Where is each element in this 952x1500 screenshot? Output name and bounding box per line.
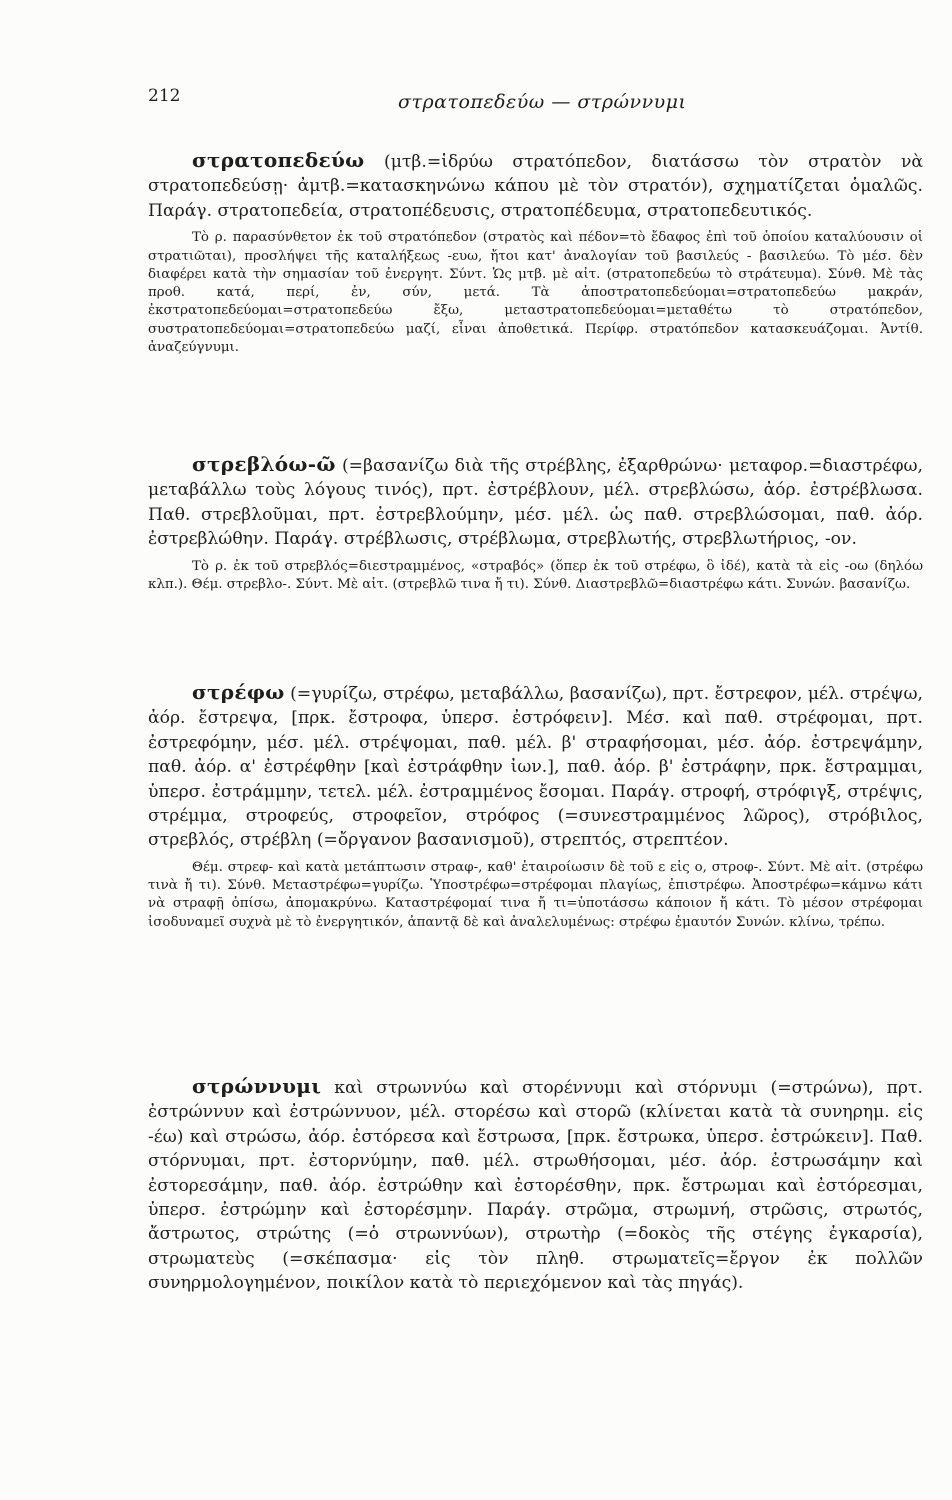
entry-body: (μτβ.=ἱδρύω στρατόπεδον, διατάσσω τὸν στρατὸν νὰ στρατοπεδεύσῃ· ἀμτβ.=κατασκηνώνω κάπου μὲ τὸν στρατόν), σχηματίζεται ὁμαλῶς. Παράγ. στρατοπεδεία, στρατοπέδευσις, στρατοπέδευμα, στρατοπεδευτικός. — [148, 152, 923, 221]
entry-main — [148, 680, 923, 853]
entry-main — [148, 452, 923, 552]
entry-stratopedeuo — [148, 148, 923, 357]
headword: στρέφω — [192, 680, 285, 704]
entry-strebloo — [148, 452, 923, 594]
entry-body: (=γυρίζω, στρέφω, μεταβάλλω, βασανίζω), πρτ. ἔστρεφον, μέλ. στρέψω, ἀόρ. ἔστρεψα, [πρκ. ἔστροφα, ὑπερσ. ἐστρόφειν]. Μέσ. καὶ παθ. στρέφομαι, πρτ. ἐστρεφόμην, μέσ. μέλ. στρέψομαι, παθ. μέλ. β' στραφήσομαι, μέσ. ἀόρ. ἐστρεψάμην, παθ. ἀόρ. α' ἐστρέφθην [καὶ ἐστράφθην ἰων.], παθ. ἀόρ. β' ἐστράφην, πρκ. ἔστραμμαι, ὑπερσ. ἐστράμμην, τετελ. μέλ. ἐστραμμένος ἔσομαι. Παράγ. στροφή, στρόφιγξ, στρέψις, στρέμμα, στροφεύς, στροφεῖον, στρόφος (=συνεστραμμένος λῶρος), στρόβιλος, στρεβλός, στρέβλη (=ὄργανον βασανισμοῦ), στρεπτός, στρεπτέον. — [148, 684, 923, 851]
entry-note: Τὸ ρ. παρασύνθετον ἐκ τοῦ στρατόπεδον (στρατὸς καὶ πέδον=τὸ ἔδαφος ἐπὶ τοῦ ὁποίου καταλύουσιν οἱ στρατιῶται), προσλήψει τῆς καταλήξεως -ευω, ἤτοι κατ' ἀναλογίαν τοῦ βασιλεύς - βασιλεύω. Τὸ μέσ. δὲν διαφέρει κατὰ τὴν σημασίαν τοῦ ἐνεργητ. Σύντ. Ὡς μτβ. μὲ αἰτ. (στρατοπεδεύω τὸ στράτευμα). Σύνθ. Μὲ τὰς προθ. κατά, περί, ἐν, σύν, μετά. Τὰ ἀποστρατοπεδεύομαι=στρατοπεδεύω μακράν, ἐκστρατοπεδεύομαι=στρατοπεδεύω ἔξω, μεταστρατοπεδεύομαι=μεταθέτω τὸ στρατόπεδον, συστρατοπεδεύομαι=στρατοπεδεύω μαζί, εἶναι ἀποθετικά. Περίφρ. στρατόπεδον κατασκευάζομαι. Ἀντίθ. ἀναζεύγνυμι. — [148, 230, 923, 355]
entry-strepho — [148, 680, 923, 932]
entry-body: καὶ στρωννύω καὶ στορέννυμι καὶ στόρνυμι (=στρώνω), πρτ. ἐστρώννυν καὶ ἐστρώννυον, μέλ. στορέσω καὶ στορῶ (κλίνεται κατὰ τὰ συνηρημ. εἰς -έω) καὶ στρώσω, ἀόρ. ἐστόρεσα καὶ ἔστρωσα, [πρκ. ἔστρωκα, ὑπερσ. ἐστρώκειν]. Παθ. στόρνυμαι, πρτ. ἐστορνύμην, παθ. μέλ. στρωθήσομαι, μέσ. ἀόρ. ἐστρωσάμην καὶ ἐστορεσάμην, παθ. ἀόρ. ἐστρώθην καὶ ἐστορέσθην, πρκ. ἔστρωμαι καὶ ἐστόρεσμαι, ὑπερσ. ἐστρώμην καὶ ἐστορέσμην. Παράγ. στρῶμα, στρωμνή, στρῶσις, στρωτός, ἄστρωτος, στρώτης (=ὁ στρωννύων), στρωτὴρ (=δοκὸς τῆς στέγης ἐγκαρσία), στρωματεὺς (=σκέπασμα· εἰς τὸν πληθ. στρωματεῖς=ἔργον ἐκ πολλῶν συνηρμολογημένον, ποικίλον κατὰ τὸ περιεχόμενον καὶ τὰς πηγάς). — [148, 1078, 923, 1294]
entry-body: (=βασανίζω διὰ τῆς στρέβλης, ἐξαρθρώνω· μεταφορ.=διαστρέφω, μεταβάλλω τοὺς λόγους τινός), πρτ. ἐστρέβλουν, μέλ. στρεβλώσω, ἀόρ. ἐστρέβλωσα. Παθ. στρεβλοῦμαι, πρτ. ἐστρεβλούμην, μέσ. μέλ. ὡς παθ. στρεβλώσομαι, παθ. ἀόρ. ἐστρεβλώθην. Παράγ. στρέβλωσις, στρέβλωμα, στρεβλωτής, στρεβλωτήριος, -ον. — [148, 456, 923, 550]
headword: στρατοπεδεύω — [192, 148, 365, 172]
running-title: στρατοπεδεύω — στρώννυμι — [398, 91, 687, 113]
entry-main — [148, 148, 923, 223]
page-number: 212 — [148, 86, 181, 106]
entry-note: Θέμ. στρεφ- καὶ κατὰ μετάπτωσιν στραφ-, καθ' ἑταιροίωσιν δὲ τοῦ ε εἰς ο, στροφ-. Σύντ. Μὲ αἰτ. (στρέφω τινὰ ἤ τι). Σύνθ. Μεταστρέφω=γυρίζω. Ὑποστρέφω=στρέφομαι πλαγίως, ἐπιστρέφω. Ἀποστρέφω=κάμνω κάτι νὰ στραφῇ ὀπίσω, ἀπομακρύνω. Καταστρέφομαί τινα ἤ τι=ὑποτάσσω κάποιον ἤ κάτι. Τὸ μέσον στρέφομαι ἰσοδυναμεῖ συχνὰ μὲ τὸ ἐνεργητικόν, ἀπαντᾷ δὲ καὶ ἀναλελυμένως: στρέφω ἐμαυτόν Συνών. κλίνω, τρέπω. — [148, 859, 923, 930]
headword: στρώννυμι — [192, 1074, 322, 1098]
page-header — [148, 86, 923, 116]
entry-stronnymi — [148, 1074, 923, 1296]
entry-main — [148, 1074, 923, 1296]
entry-note: Τὸ ρ. ἐκ τοῦ στρεβλός=διεστραμμένος, «στραβός» (ὅπερ ἐκ τοῦ στρέφω, ὃ ἰδέ), κατὰ τὰ εἰς -οω (δηλόω κλπ.). Θέμ. στρεβλο-. Σύντ. Μὲ αἰτ. (στρεβλῶ τινα ἤ τι). Σύνθ. Διαστρεβλῶ=διαστρέφω κάτι. Συνών. βασανίζω. — [148, 558, 923, 592]
headword: στρεβλόω-ῶ — [192, 452, 336, 476]
